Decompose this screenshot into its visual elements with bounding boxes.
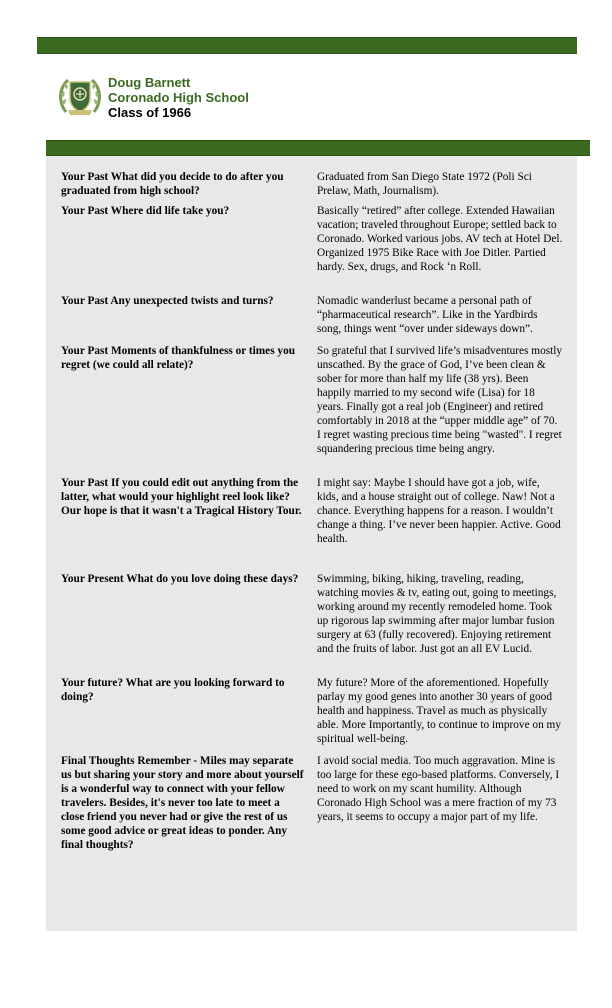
qa-row <box>61 676 571 754</box>
school-name: Coronado High School <box>108 90 249 105</box>
question-text: Your Past What did you decide to do after you graduated from high school? <box>61 171 284 197</box>
top-green-bar <box>37 37 577 54</box>
qa-row <box>61 572 571 676</box>
question-text: Your future? What are you looking forward to doing? <box>61 677 285 703</box>
answer-text: Swimming, biking, hiking, traveling, reading, watching movies & tv, eating out, going to meetings, working around my recently remodeled home. Took up rigorous lap swimming after major lumbar fusion surgery at 63 (fully recovered). Enjoying retirement and the fruits of labor. Just got an all EV Lucid. <box>317 573 557 655</box>
answer-text: I might say: Maybe I should have got a job, wife, kids, and a house straight out of college. Naw! Not a chance. Everything happens for a reason. I wouldn’t change a thing. I’ve never been happier. Active. Good health. <box>317 477 561 545</box>
qa-row <box>61 754 571 874</box>
person-name: Doug Barnett <box>108 75 191 90</box>
school-crest-icon <box>56 72 104 120</box>
answer-text: I avoid social media. Too much aggravation. Mine is too large for these ego-based platforms. Conversely, I need to work on my scant humility. Although Coronado High School was a mere fraction of my 73 years, it seems to occupy a major part of my life. <box>317 755 560 823</box>
qa-row <box>61 294 571 344</box>
qa-row <box>61 476 571 572</box>
qa-panel <box>46 156 577 931</box>
answer-text: Basically “retired” after college. Extended Hawaiian vacation; traveled throughout Europe; settled back to Coronado. Worked various jobs. AV tech at Hotel Del. Organized 1975 Bike Race with Joe Ditler. Partied hardy. Sex, drugs, and Rock ‘n Roll. <box>317 205 563 273</box>
qa-row <box>61 170 571 204</box>
question-text: Your Past Any unexpected twists and turns? <box>61 295 274 307</box>
question-text: Your Present What do you love doing these days? <box>61 573 299 585</box>
qa-row <box>61 204 571 294</box>
class-year: Class of 1966 <box>108 105 192 120</box>
question-text: Your Past Where did life take you? <box>61 205 230 217</box>
profile-header <box>56 72 356 124</box>
qa-row <box>61 344 571 476</box>
header-text-block <box>108 75 249 120</box>
answer-text: My future? More of the aforementioned. Hopefully parlay my good genes into another 30 years of good health and happiness. Travel as much as physically able. More Importantly, to continue to improve on my spiritual well-being. <box>317 677 561 745</box>
answer-text: Nomadic wanderlust became a personal path of “pharmaceutical research”. Like in the Yardbirds song, things went “over under sideways down”. <box>317 295 538 335</box>
answer-text: So grateful that I survived life’s misadventures mostly unscathed. By the grace of God, I’ve been clean & sober for more than half my life (38 yrs). Been happily married to my second wife (Lisa) for 18 years. Finally got a real job (Engineer) and retired comfortably in 2018 at the “upper middle age” of 70. I regret wasting precious time being "wasted". I regret squandering precious time being angry. <box>317 345 563 455</box>
question-text: Final Thoughts Remember - Miles may separate us but sharing your story and more about yourself is a wonderful way to connect with your fellow travelers. Besides, it's never too late to meet a close friend you never had or give the rest of us some good advice or great ideas to ponder. Any final thoughts? <box>61 755 304 851</box>
qa-list <box>61 170 571 874</box>
answer-text: Graduated from San Diego State 1972 (Poli Sci Prelaw, Math, Journalism). <box>317 171 532 197</box>
question-text: Your Past If you could edit out anything from the latter, what would your highlight reel look like? Our hope is that it wasn't a Tragical History Tour. <box>61 477 302 517</box>
question-text: Your Past Moments of thankfulness or times you regret (we could all relate)? <box>61 345 296 371</box>
section-green-bar <box>46 140 590 156</box>
